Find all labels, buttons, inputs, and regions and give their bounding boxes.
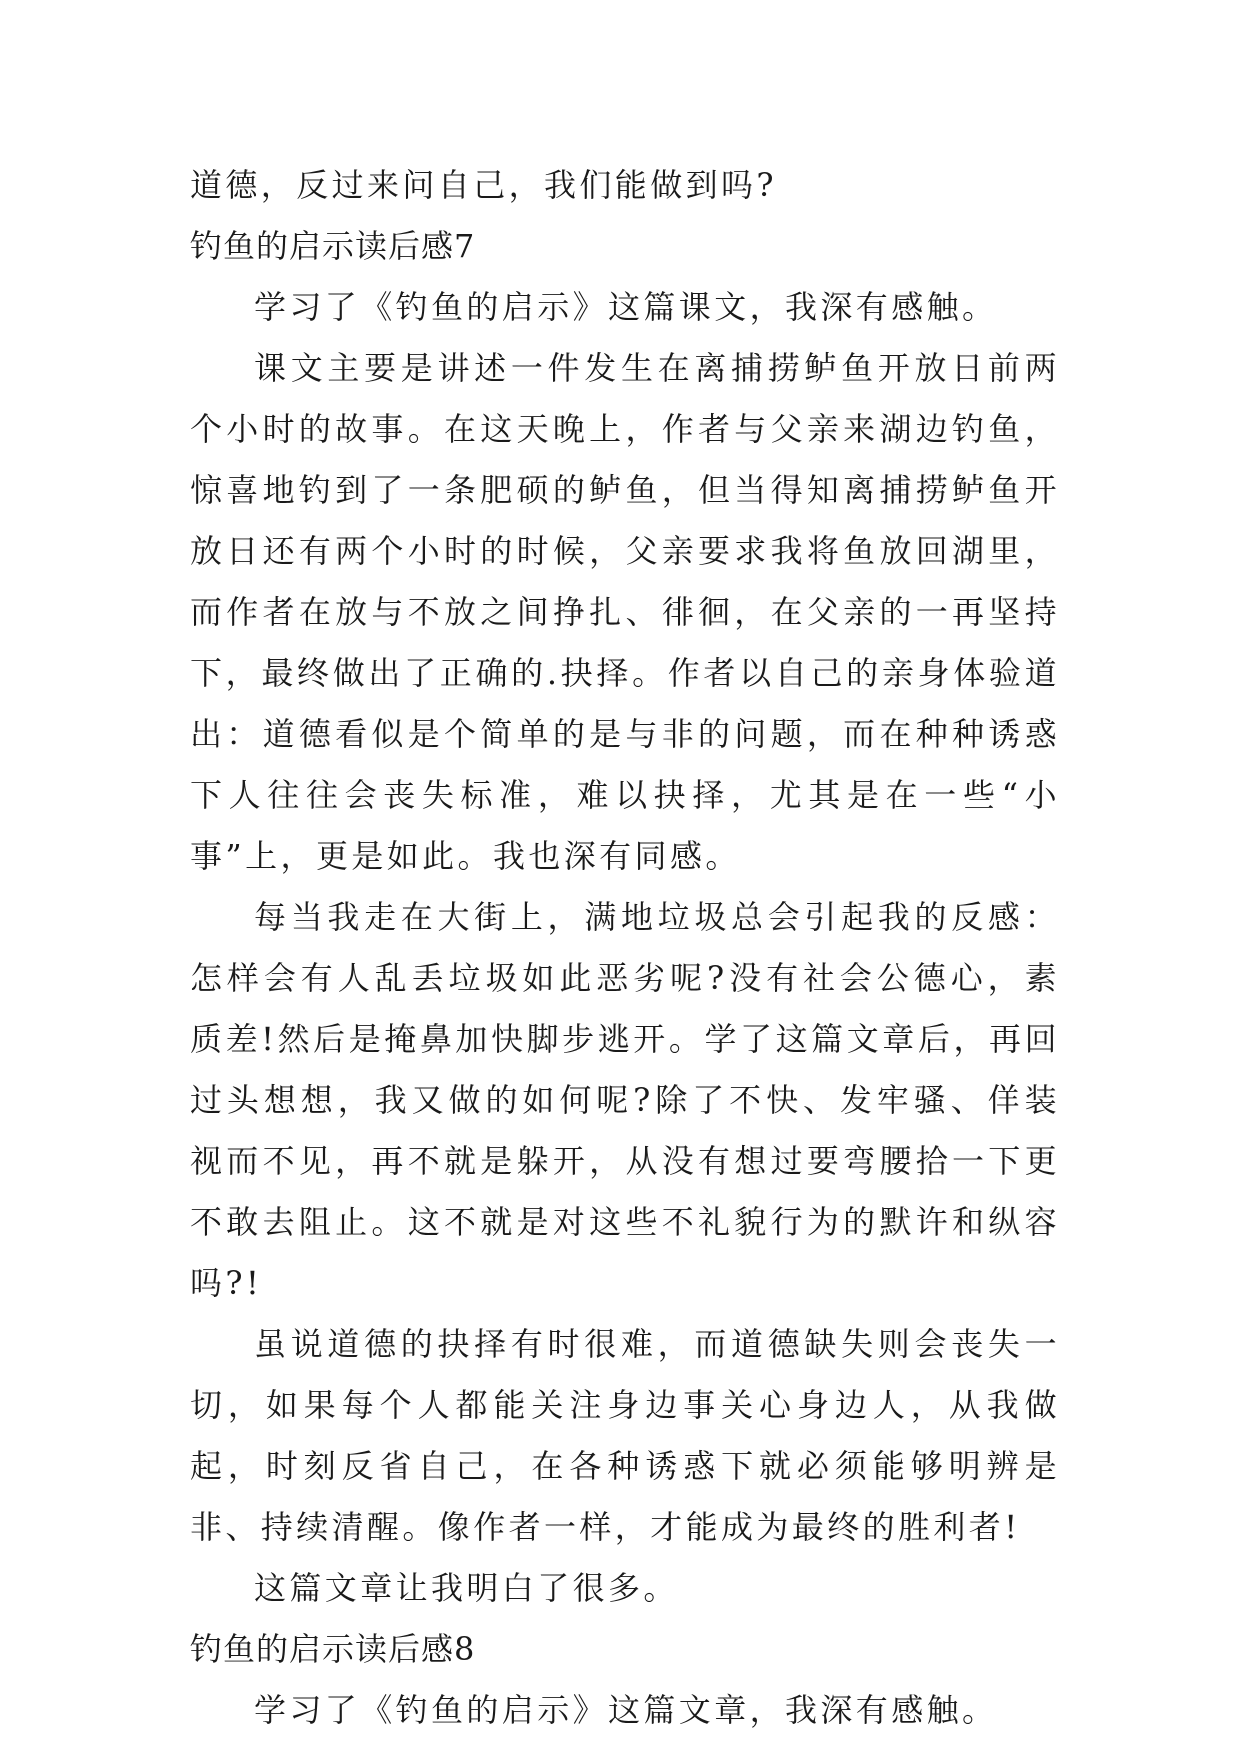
paragraph: 每当我走在大街上，满地垃圾总会引起我的反感：怎样会有人乱丢垃圾如此恶劣呢?没有社会公德心，素质差!然后是掩鼻加快脚步逃开。学了这篇文章后，再回过头想想，我又做的如何呢?除了不快、发牢骚、佯装视而不见，再不就是躲开，从没有想过要弯腰拾一下更不敢去阻止。这不就是对这些不礼貌行为的默许和纵容吗?! xyxy=(190,898,1060,1302)
paragraph-continuation: 道德，反过来问自己，我们能做到吗? xyxy=(190,166,777,204)
section-heading-7: 钓鱼的启示读后感7 xyxy=(190,227,476,265)
paragraph: 课文主要是讲述一件发生在离捕捞鲈鱼开放日前两个小时的故事。在这天晚上，作者与父亲来湖边钓鱼，惊喜地钓到了一条肥硕的鲈鱼，但当得知离捕捞鲈鱼开放日还有两个小时的时候，父亲要求我将鱼放回湖里，而作者在放与不放之间挣扎、徘徊，在父亲的一再坚持下，最终做出了正确的.抉择。作者以自己的亲身体验道出：道德看似是个简单的是与非的问题，而在种种诱惑下人往往会丧失标准，难以抉择，尤其是在一些“小事”上，更是如此。我也深有同感。 xyxy=(190,349,1060,875)
paragraph: 学习了《钓鱼的启示》这篇课文，我深有感触。 xyxy=(254,288,998,326)
section-heading-8: 钓鱼的启示读后感8 xyxy=(190,1630,476,1668)
paragraph: 这篇文章让我明白了很多。 xyxy=(254,1569,679,1607)
paragraph: 学习了《钓鱼的启示》这篇文章，我深有感触。 xyxy=(254,1691,998,1729)
document-body xyxy=(190,155,1060,1741)
paragraph: 虽说道德的抉择有时很难，而道德缺失则会丧失一切，如果每个人都能关注身边事关心身边人，从我做起，时刻反省自己，在各种诱惑下就必须能够明辨是非、持续清醒。像作者一样，才能成为最终的胜利者! xyxy=(190,1325,1060,1546)
